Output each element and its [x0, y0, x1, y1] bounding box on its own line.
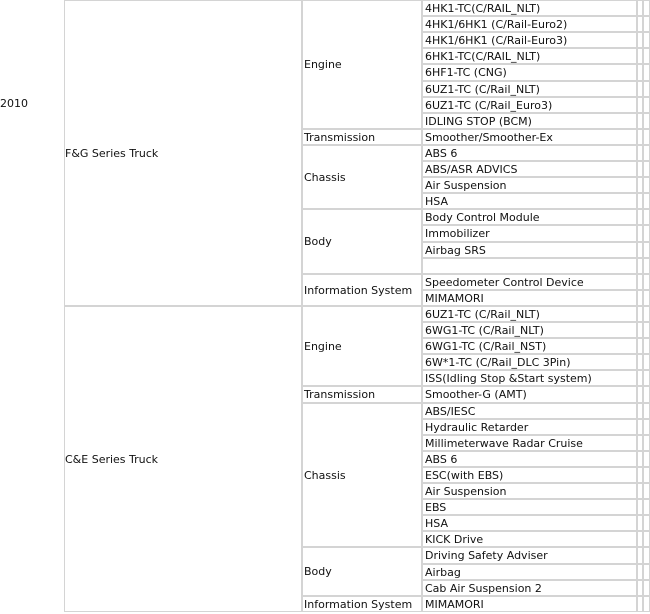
extra-cell	[643, 64, 650, 81]
extra-cell	[643, 32, 650, 48]
category-cell: Engine	[302, 306, 422, 386]
extra-cell	[643, 225, 650, 242]
item-cell: ABS/IESC	[422, 403, 637, 419]
item-cell: Airbag SRS	[422, 242, 637, 258]
extra-cell	[643, 258, 650, 274]
extra-cell	[643, 0, 650, 16]
category-cell: Transmission	[302, 386, 422, 403]
extra-cell	[643, 370, 650, 386]
item-cell: 6UZ1-TC (C/Rail_NLT)	[422, 81, 637, 97]
item-cell	[422, 258, 637, 274]
item-cell: 4HK1/6HK1 (C/Rail-Euro2)	[422, 16, 637, 32]
category-cell: Chassis	[302, 403, 422, 547]
item-cell: Immobilizer	[422, 225, 637, 242]
item-cell: HSA	[422, 515, 637, 531]
extra-cell	[643, 145, 650, 161]
item-cell: 6UZ1-TC (C/Rail_NLT)	[422, 306, 637, 322]
extra-cell	[643, 403, 650, 419]
item-cell: HSA	[422, 193, 637, 209]
item-cell: Millimeterwave Radar Cruise	[422, 435, 637, 451]
category-cell: Transmission	[302, 129, 422, 145]
category-cell: Information System	[302, 274, 422, 306]
extra-cell	[643, 97, 650, 113]
item-cell: 6HF1-TC (CNG)	[422, 64, 637, 81]
item-cell: 4HK1-TC(C/RAIL_NLT)	[422, 0, 637, 16]
extra-cell	[643, 177, 650, 193]
item-cell: Air Suspension	[422, 483, 637, 499]
item-cell: ABS/ASR ADVICS	[422, 161, 637, 177]
extra-cell	[643, 193, 650, 209]
item-cell: ESC(with EBS)	[422, 467, 637, 483]
item-cell: Smoother-G (AMT)	[422, 386, 637, 403]
extra-cell	[643, 322, 650, 338]
year-cell: 2010	[0, 0, 64, 206]
extra-cell	[643, 16, 650, 32]
item-cell: Driving Safety Adviser	[422, 547, 637, 564]
item-cell: Smoother/Smoother-Ex	[422, 129, 637, 145]
extra-cell	[643, 564, 650, 580]
item-cell: 6W*1-TC (C/Rail_DLC 3Pin)	[422, 354, 637, 370]
category-cell: Body	[302, 209, 422, 274]
extra-cell	[643, 515, 650, 531]
item-cell: 6WG1-TC (C/Rail_NLT)	[422, 322, 637, 338]
extra-cell	[643, 483, 650, 499]
item-cell: ABS 6	[422, 145, 637, 161]
extra-cell	[643, 81, 650, 97]
item-cell: MIMAMORI	[422, 290, 637, 306]
item-cell: 6HK1-TC(C/RAIL_NLT)	[422, 48, 637, 64]
extra-cell	[643, 161, 650, 177]
item-cell: Air Suspension	[422, 177, 637, 193]
item-cell: EBS	[422, 499, 637, 515]
extra-cell	[643, 113, 650, 129]
category-cell: Chassis	[302, 145, 422, 209]
extra-cell	[643, 48, 650, 64]
item-cell: Body Control Module	[422, 209, 637, 225]
series-cell: F&G Series Truck	[64, 0, 302, 306]
item-cell: Cab Air Suspension 2	[422, 580, 637, 596]
extra-cell	[643, 580, 650, 596]
item-cell: Speedometer Control Device	[422, 274, 637, 290]
category-cell: Body	[302, 547, 422, 596]
category-cell: Information System	[302, 596, 422, 612]
item-cell: Hydraulic Retarder	[422, 419, 637, 435]
extra-cell	[643, 531, 650, 547]
extra-cell	[643, 242, 650, 258]
extra-cell	[643, 435, 650, 451]
extra-cell	[643, 499, 650, 515]
item-cell: ISS(Idling Stop &Start system)	[422, 370, 637, 386]
item-cell: 6WG1-TC (C/Rail_NST)	[422, 338, 637, 354]
item-cell: ABS 6	[422, 451, 637, 467]
extra-cell	[643, 338, 650, 354]
extra-cell	[643, 386, 650, 403]
extra-cell	[643, 306, 650, 322]
extra-cell	[643, 354, 650, 370]
category-cell: Engine	[302, 0, 422, 129]
item-cell: 4HK1/6HK1 (C/Rail-Euro3)	[422, 32, 637, 48]
extra-cell	[643, 547, 650, 564]
extra-cell	[643, 451, 650, 467]
extra-cell	[643, 596, 650, 612]
item-cell: 6UZ1-TC (C/Rail_Euro3)	[422, 97, 637, 113]
item-cell: KICK Drive	[422, 531, 637, 547]
item-cell: MIMAMORI	[422, 596, 637, 612]
item-cell: IDLING STOP (BCM)	[422, 113, 637, 129]
extra-cell	[643, 419, 650, 435]
series-cell: C&E Series Truck	[64, 306, 302, 612]
extra-cell	[643, 467, 650, 483]
extra-cell	[643, 274, 650, 290]
item-cell: Airbag	[422, 564, 637, 580]
extra-cell	[643, 290, 650, 306]
extra-cell	[643, 129, 650, 145]
extra-cell	[643, 209, 650, 225]
